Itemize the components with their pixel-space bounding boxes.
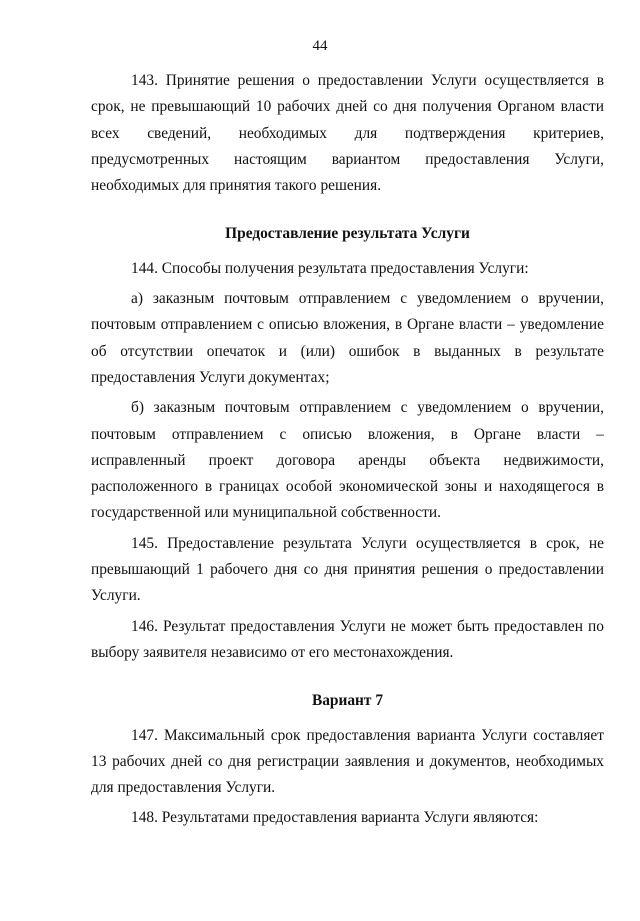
paragraph-145: 145. Предоставление результата Услуги осуществляется в срок, не превышающий 1 рабочего дня со дня принятия решения о предоставлении Услуги.	[91, 534, 604, 605]
paragraph-144: 144. Способы получения результата предоставления Услуги:	[131, 259, 529, 277]
paragraph-148: 148. Результатами предоставления варианта Услуги являются:	[131, 809, 539, 827]
document-body	[91, 68, 604, 832]
paragraph-147: 147. Максимальный срок предоставления варианта Услуги составляет 13 рабочих дней со дня регистрации заявления и документов, необходимых для предоставления Услуги.	[91, 726, 604, 797]
paragraph-146: 146. Результат предоставления Услуги не может быть предоставлен по выбору заявителя независимо от его местонахождения.	[91, 617, 604, 661]
section-heading-result: Предоставление результата Услуги	[225, 225, 470, 243]
section-heading-variant: Вариант 7	[311, 692, 384, 710]
paragraph-143: 143. Принятие решения о предоставлении Услуги осуществляется в срок, не превышающий 10 рабочих дней со дня получения Органом власти всех сведений, необходимых для подтверждения критериев, предусмотренных настоящим вариантом предоставления Услуги, необходимых для принятия такого решения.	[91, 72, 604, 195]
paragraph-144b: б) заказным почтовым отправлением с уведомлением о вручении, почтовым отправлением с описью вложения, в Органе власти – исправленный проект договора аренды объекта недвижимости, расположенного в границах особой экономической зоны и находящегося в государственной или муниципальной собственности.	[91, 399, 604, 522]
page-number: 44	[312, 38, 328, 54]
paragraph-144a: а) заказным почтовым отправлением с уведомлением о вручении, почтовым отправлением с описью вложения, в Органе власти – уведомление об отсутствии опечаток и (или) ошибок в выданных в результате предоставления Услуги документах;	[91, 290, 604, 386]
